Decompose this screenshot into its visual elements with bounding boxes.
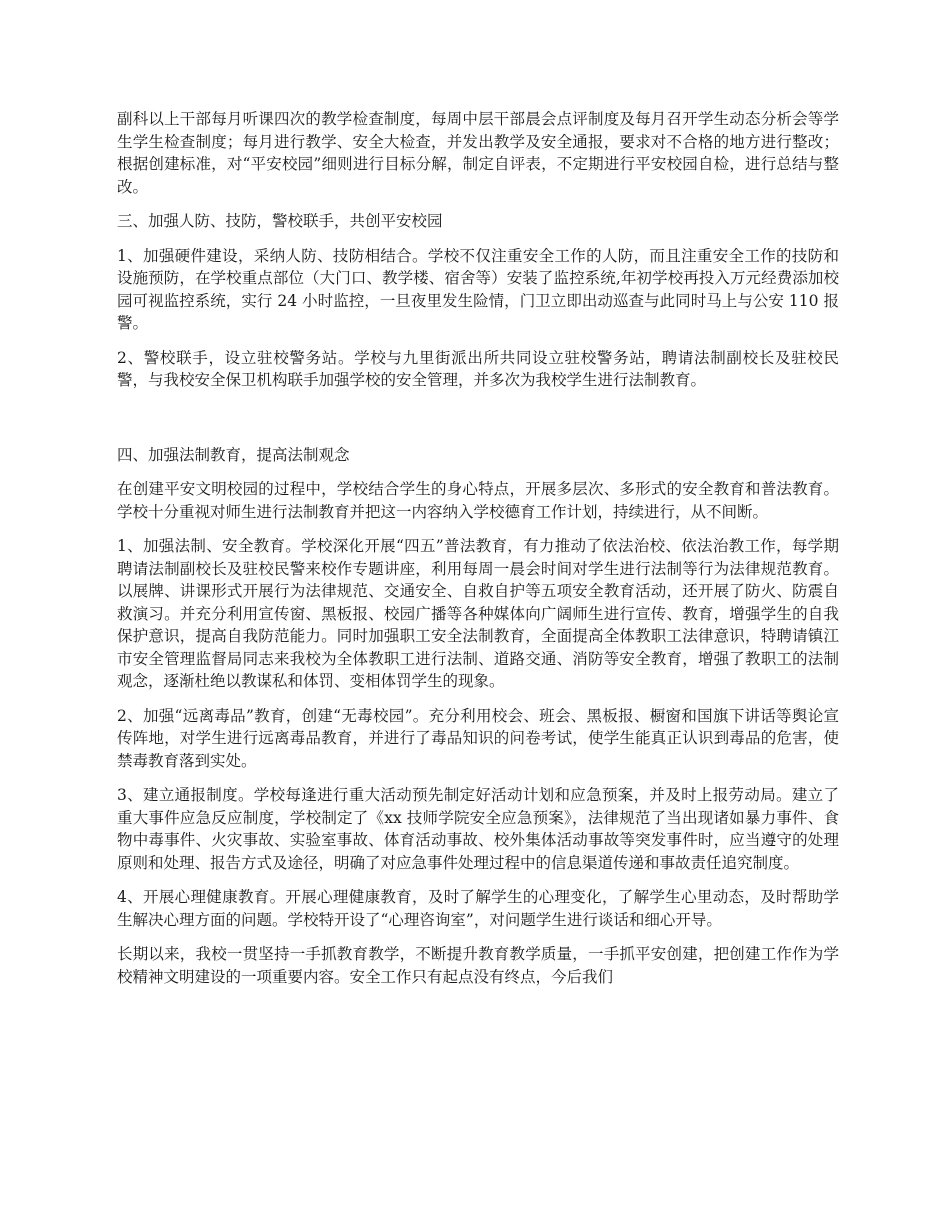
paragraph-hardware-construction: 1、加强硬件建设，采纳人防、技防相结合。学校不仅注重安全工作的人防，而且注重安全工作的技防和设施预防，在学校重点部位（大门口、教学楼、宿舍等）安装了监控系统,年初学校再投入万元经费添加校园可视监控系统，实行 24 小时监控，一旦夜里发生险情，门卫立即出动巡查与此同时马上与公安 110 报警。 — [117, 246, 839, 332]
section-heading-4: 四、加强法制教育，提高法制观念 — [117, 445, 350, 464]
paragraph-police-station: 2、警校联手，设立驻校警务站。学校与九里街派出所共同设立驻校警务站，聘请法制副校长及驻校民警，与我校安全保卫机构联手加强学校的安全管理，并多次为我校学生进行法制教育。 — [117, 348, 839, 389]
paragraph-conclusion: 长期以来，我校一贯坚持一手抓教育教学，不断提升教育教学质量，一手抓平安创建，把创建工作作为学校精神文明建设的一项重要内容。安全工作只有起点没有终点，今后我们 — [117, 945, 839, 986]
paragraph-anti-drug-education: 2、加强“远离毒品”教育，创建“无毒校园”。充分利用校会、班会、黑板报、橱窗和国旗下讲话等舆论宣传阵地，对学生进行远离毒品教育，并进行了毒品知识的问卷考试，使学生能真正认识到毒品的危害，使禁毒教育落到实处。 — [117, 706, 839, 770]
paragraph-inspection-system: 副科以上干部每月听课四次的教学检查制度，每周中层干部晨会点评制度及每月召开学生动态分析会等学生学生检查制度；每月进行教学、安全大检查，并发出教学及安全通报，要求对不合格的地方进行整改；根据创建标准，对“平安校园”细则进行目标分解，制定自评表，不定期进行平安校园自检，进行总结与整改。 — [117, 110, 839, 196]
paragraph-reporting-system: 3、建立通报制度。学校每逢进行重大活动预先制定好活动计划和应急预案，并及时上报劳动局。建立了重大事件应急反应制度，学校制定了《xx 技师学院安全应急预案》，法律规范了当出现诸如暴力事件、食物中毒事件、火灾事故、实验室事故、体育活动事故、校外集体活动事故等突发事件时，应当遵守的处理原则和处理、报告方式及途径，明确了对应急事件处理过程中的信息渠道传递和事故责任追究制度。 — [117, 786, 839, 872]
document-body — [117, 108, 839, 1000]
paragraph-mental-health: 4、开展心理健康教育。开展心理健康教育，及时了解学生的心理变化，了解学生心里动态，及时帮助学生解决心理方面的问题。学校特开设了“心理咨询室”，对问题学生进行谈话和细心开导。 — [117, 888, 839, 929]
paragraph-legal-safety-education: 1、加强法制、安全教育。学校深化开展“四五”普法教育，有力推动了依法治校、依法治教工作，每学期聘请法制副校长及驻校民警来校作专题讲座，利用每周一晨会时间对学生进行法制等行为法律规范教育。以展牌、讲课形式开展行为法律规范、交通安全、自救自护等五项安全教育活动，还开展了防火、防震自救演习。并充分利用宣传窗、黑板报、校园广播等各种媒体向广阔师生进行宣传、教育，增强学生的自我保护意识，提高自我防范能力。同时加强职工安全法制教育，全面提高全体教职工法律意识，特聘请镇江市安全管理监督局同志来我校为全体教职工进行法制、道路交通、消防等安全教育，增强了教职工的法制观念，逐渐杜绝以教谋私和体罚、变相体罚学生的现象。 — [117, 537, 839, 690]
section-heading-3: 三、加强人防、技防，警校联手，共创平安校园 — [117, 212, 443, 230]
paragraph-legal-education-intro: 在创建平安文明校园的过程中，学校结合学生的身心特点，开展多层次、多形式的安全教育和普法教育。学校十分重视对师生进行法制教育并把这一内容纳入学校德育工作计划，持续进行，从不间断。 — [117, 480, 839, 521]
